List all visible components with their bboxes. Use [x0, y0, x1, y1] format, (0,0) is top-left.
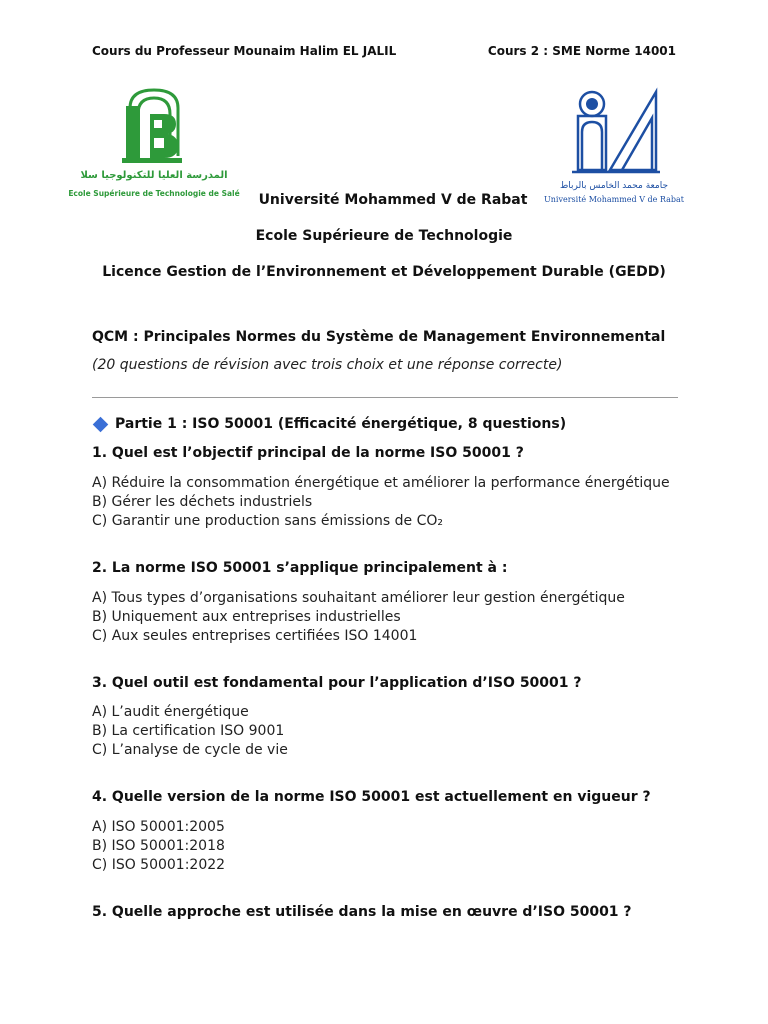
svg-text:Ecole Supérieure de Technologi: Ecole Supérieure de Technologie de Salé	[68, 189, 240, 198]
header-course-author: Cours du Professeur Mounaim Halim EL JALIL	[92, 44, 397, 58]
question-3: 3. Quel outil est fondamental pour l’application d’ISO 50001 ?	[92, 675, 582, 691]
school-name: Ecole Supérieure de Technologie	[255, 228, 513, 244]
question-1-options	[92, 474, 670, 531]
option: C) Garantir une production sans émissions de CO₂	[92, 513, 443, 529]
option: A) ISO 50001:2005	[92, 819, 225, 835]
svg-text:المدرسة العليا للتكنولوجيا سلا: المدرسة العليا للتكنولوجيا سلا	[80, 170, 228, 181]
option: B) ISO 50001:2018	[92, 838, 225, 854]
option: B) Gérer les déchets industriels	[92, 494, 313, 510]
question-2: 2. La norme ISO 50001 s’applique principalement à :	[92, 560, 508, 576]
university-name: Université Mohammed V de Rabat	[258, 192, 528, 208]
option: B) Uniquement aux entreprises industrielles	[92, 609, 401, 625]
question-3-options	[92, 703, 288, 760]
qcm-title: QCM : Principales Normes du Système de Management Environnemental	[92, 329, 666, 345]
question-4-options	[92, 818, 225, 875]
option: A) L’audit énergétique	[92, 704, 249, 720]
option: B) La certification ISO 9001	[92, 723, 285, 739]
question-4: 4. Quelle version de la norme ISO 50001 est actuellement en vigueur ?	[92, 789, 651, 805]
svg-text:Université Mohammed V de Rabat: Université Mohammed V de Rabat	[544, 195, 684, 204]
blue-diamond-icon	[93, 416, 109, 432]
question-2-options	[92, 589, 625, 646]
question-1: 1. Quel est l’objectif principal de la norme ISO 50001 ?	[92, 445, 524, 461]
svg-text:جامعة محمد الخامس بالرباط: جامعة محمد الخامس بالرباط	[559, 181, 669, 191]
qcm-subtitle: (20 questions de révision avec trois choix et une réponse correcte)	[92, 357, 563, 373]
question-5: 5. Quelle approche est utilisée dans la mise en œuvre d’ISO 50001 ?	[92, 904, 632, 920]
section-divider	[92, 397, 678, 398]
option: C) Aux seules entreprises certifiées ISO 14001	[92, 628, 418, 644]
header-course-title: Cours 2 : SME Norme 14001	[487, 44, 676, 58]
option: C) L’analyse de cycle de vie	[92, 742, 288, 758]
option: A) Tous types d’organisations souhaitant améliorer leur gestion énergétique	[92, 590, 625, 606]
licence-title: Licence Gestion de l’Environnement et Développement Durable (GEDD)	[102, 264, 666, 280]
part-1-title: Partie 1 : ISO 50001 (Efficacité énergétique, 8 questions)	[115, 416, 567, 432]
part-1-heading	[92, 416, 566, 432]
option: C) ISO 50001:2022	[92, 857, 226, 873]
option: A) Réduire la consommation énergétique et améliorer la performance énergétique	[92, 475, 670, 491]
